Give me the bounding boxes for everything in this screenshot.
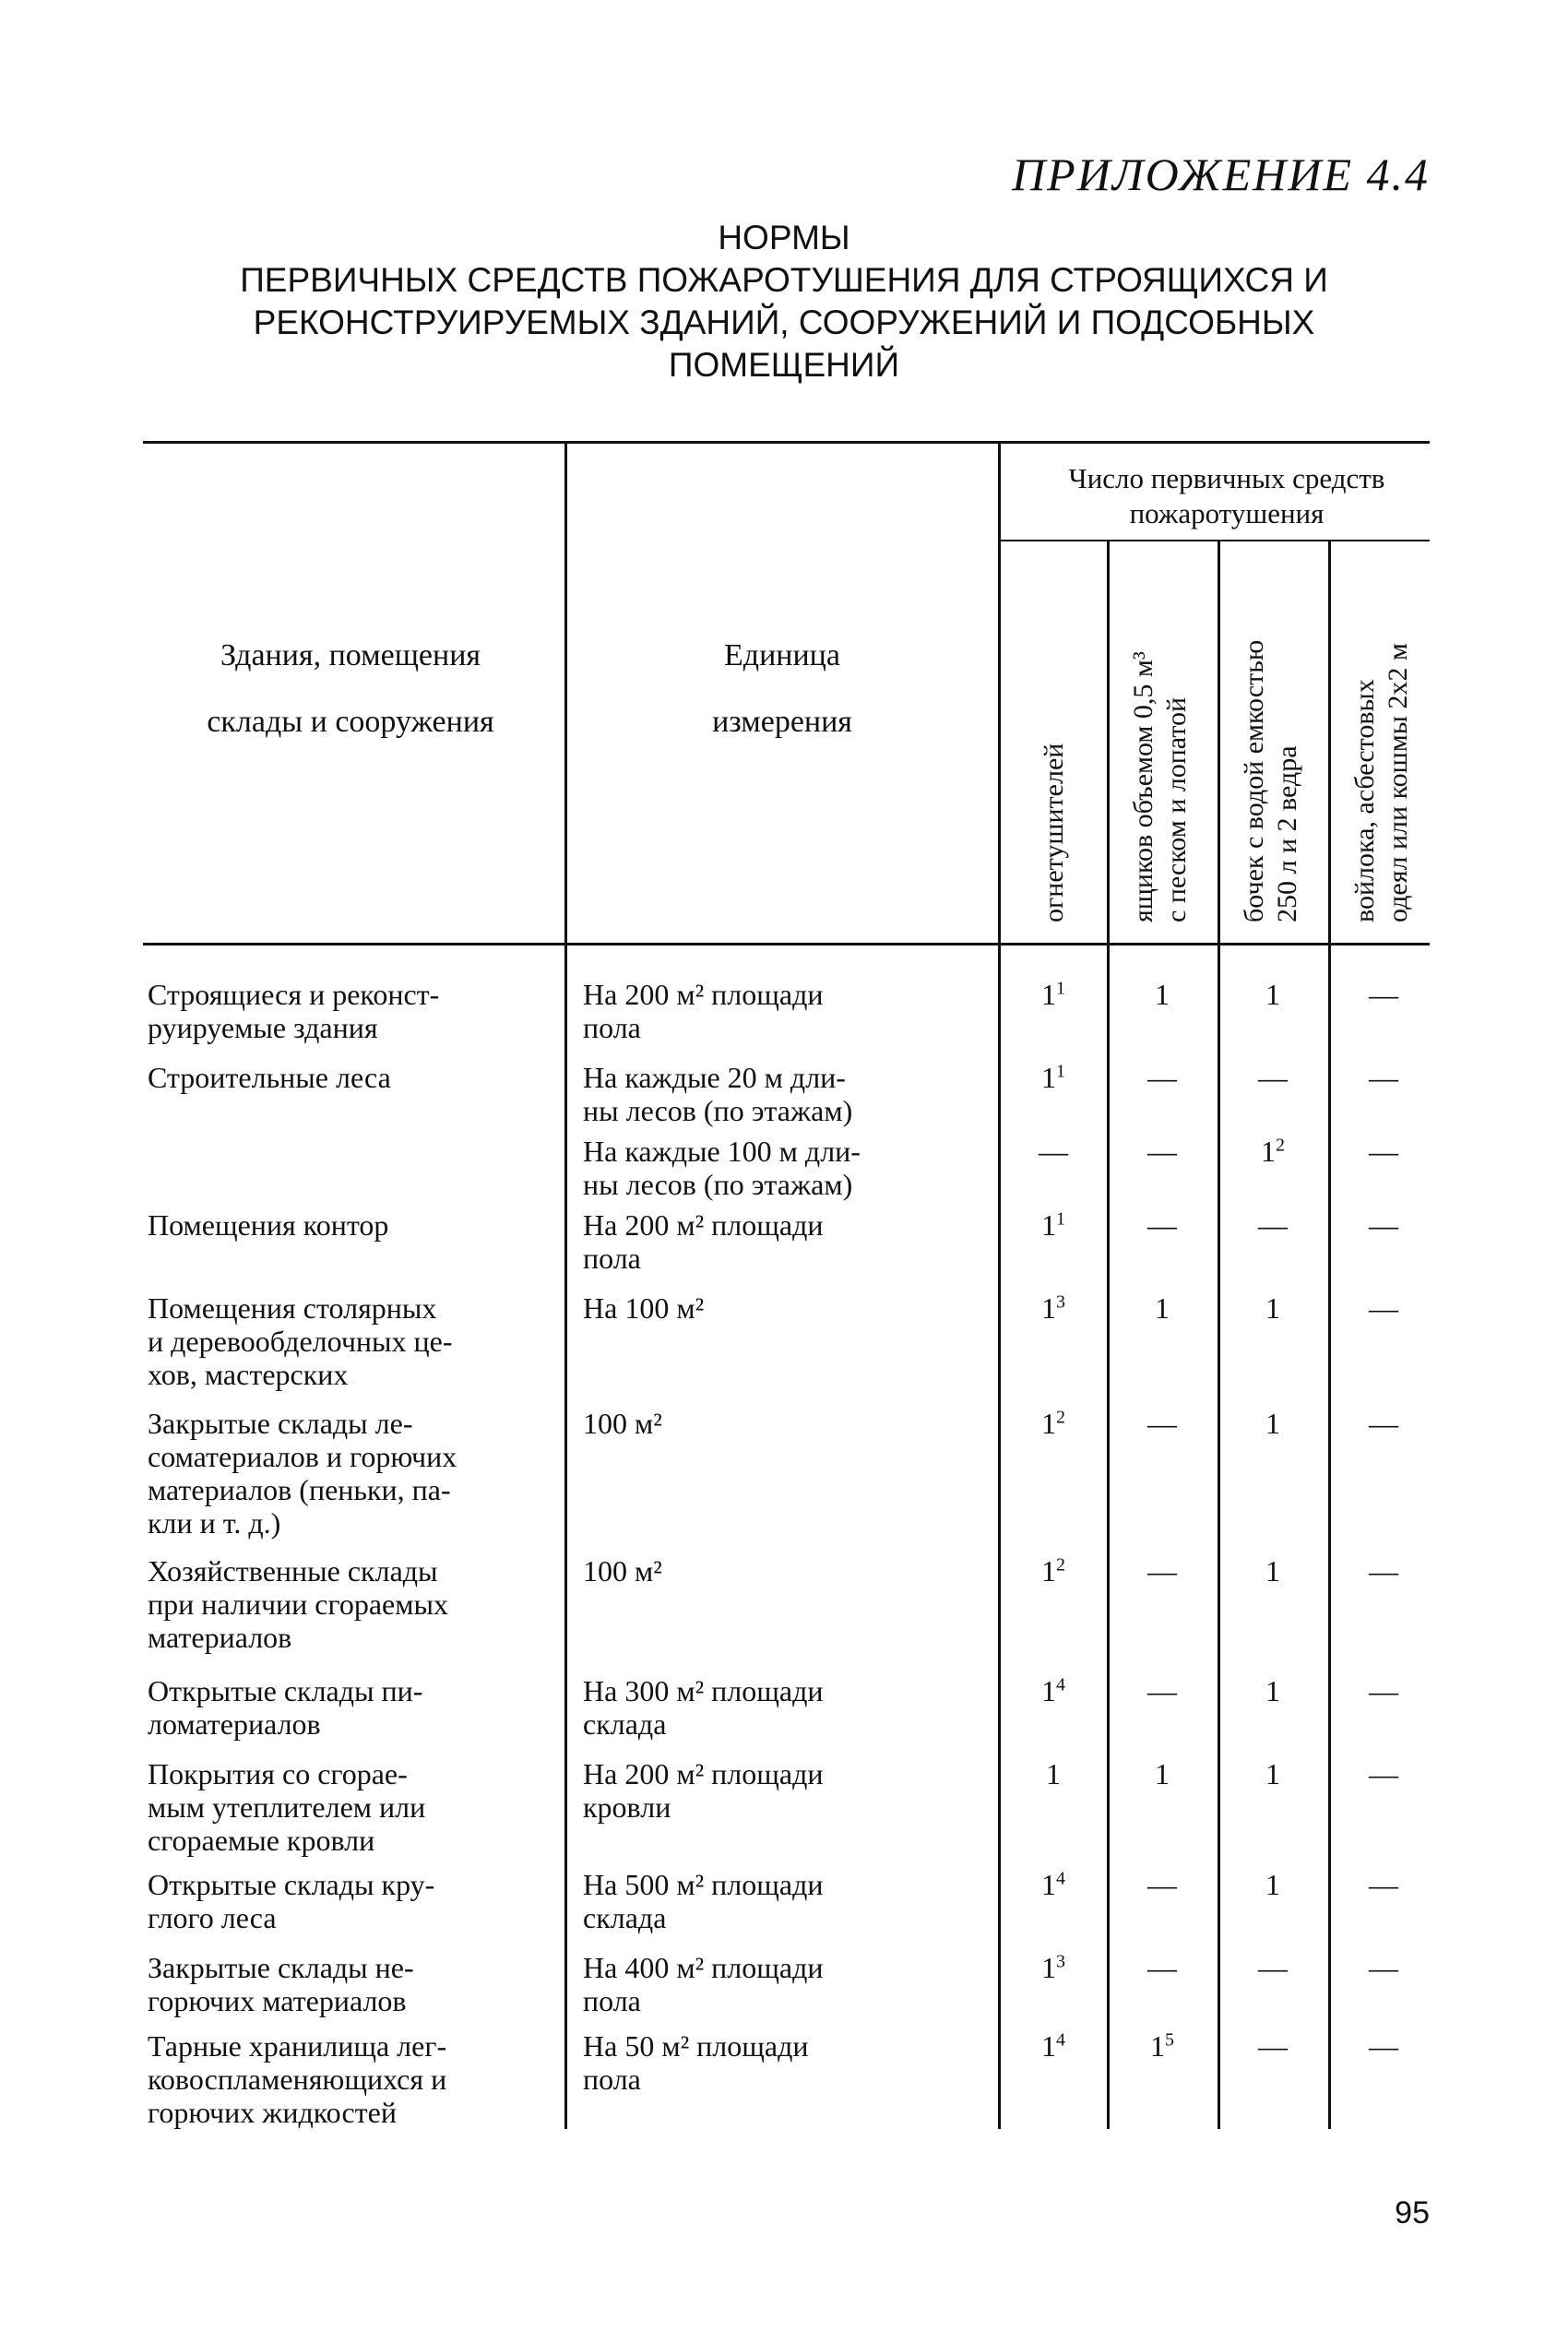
row-name (148, 2029, 535, 2129)
value-text: — (1369, 1291, 1398, 1325)
row-name-line: Тарные хранилища лег- (148, 2029, 447, 2063)
row-unit-line: На каждые 100 м дли- (583, 1135, 861, 1168)
row-value-v2 (1134, 1674, 1190, 1707)
value-text: 1 (1155, 1757, 1170, 1790)
row-unit-line: пола (583, 2063, 641, 2096)
row-unit-line: На 200 м² площади (583, 1757, 824, 1790)
value-text: — (1147, 1674, 1177, 1707)
value-text: — (1369, 1757, 1398, 1790)
value-text: — (1258, 1061, 1288, 1094)
row-value-v4 (1356, 1061, 1411, 1094)
header-line: 250 л и 2 ведра (1272, 745, 1302, 922)
row-value-v2 (1134, 1868, 1190, 1901)
header-line: склады и сооружения (207, 705, 494, 739)
row-unit-line: На 300 м² площади (583, 1674, 824, 1707)
row-value-v3 (1245, 1135, 1301, 1168)
group-header-rule (1001, 540, 1430, 541)
row-unit (583, 1208, 980, 1275)
footnote-ref: 3 (1056, 1291, 1065, 1313)
row-name (148, 1868, 535, 1934)
row-unit-line: 100 м² (583, 1407, 662, 1440)
row-name-line: Закрытые склады ле- (148, 1407, 413, 1440)
value-text: 1 (1265, 1554, 1280, 1588)
row-unit-line: На 50 м² площади (583, 2029, 809, 2063)
row-value-v2 (1134, 1554, 1190, 1588)
row-name-line: материалов (148, 1621, 292, 1654)
row-unit-line: склада (583, 1901, 667, 1934)
row-value-v3 (1245, 1757, 1301, 1790)
row-name (148, 1291, 535, 1391)
title-line: РЕКОНСТРУИРУЕМЫХ ЗДАНИЙ, СООРУЖЕНИЙ И ПОДСОБНЫХ (253, 303, 1315, 341)
row-value-v4 (1356, 978, 1411, 1011)
row-value-v2 (1134, 978, 1190, 1011)
value-text: 1 (1265, 1757, 1280, 1790)
row-unit (583, 1135, 980, 1201)
value-text: — (1039, 1135, 1068, 1168)
header-sand-boxes (1127, 651, 1194, 922)
header-line: одеял или кошмы 2x2 м (1383, 643, 1413, 922)
value-text: — (1147, 1554, 1177, 1588)
row-value-v3 (1245, 978, 1301, 1011)
row-unit-line: пола (583, 1984, 641, 2017)
row-unit (583, 2029, 980, 2096)
row-value-v2 (1134, 1291, 1190, 1325)
row-value-v1 (1026, 1208, 1081, 1242)
header-line: ящиков объемом 0,5 м³ (1128, 651, 1158, 922)
value-text: 1 (1155, 1291, 1170, 1325)
row-unit-line: пола (583, 1242, 641, 1275)
column-divider (1218, 541, 1220, 2129)
row-name-line: соматериалов и горючих (148, 1440, 457, 1473)
row-unit-line: На 200 м² площади (583, 1208, 824, 1242)
row-unit-line: ны лесов (по этажам) (583, 1094, 853, 1127)
footnote-ref: 2 (1276, 1135, 1285, 1156)
value-text: 1 (1041, 2029, 1056, 2063)
column-divider (564, 441, 567, 2129)
row-value-v3 (1245, 1554, 1301, 1588)
row-name-line: при наличии сгораемых (148, 1588, 448, 1621)
row-value-v1 (1026, 1554, 1081, 1588)
value-text: 1 (1150, 2029, 1165, 2063)
row-unit (583, 1061, 980, 1127)
row-name (148, 1061, 535, 1094)
row-value-v1 (1026, 1951, 1081, 1984)
value-text: — (1147, 1951, 1177, 1984)
row-name-line: материалов (пеньки, па- (148, 1473, 451, 1506)
footnote-ref: 4 (1056, 1868, 1065, 1889)
row-name-line: глого леса (148, 1901, 277, 1934)
header-felt-blankets (1348, 643, 1415, 922)
row-name-line: Хозяйственные склады (148, 1554, 438, 1588)
row-name-line: Помещения столярных (148, 1291, 437, 1325)
value-text: 1 (1155, 978, 1170, 1011)
header-line: с песком и лопатой (1161, 696, 1192, 922)
title-line: ПЕРВИЧНЫХ СРЕДСТВ ПОЖАРОТУШЕНИЯ ДЛЯ СТРОЯЩИХСЯ И (240, 261, 1328, 299)
row-unit-line: На 100 м² (583, 1291, 705, 1325)
header-buildings (148, 623, 553, 755)
header-line: огнетушителей (1039, 743, 1069, 922)
value-text: 1 (1041, 1407, 1056, 1440)
row-value-v3 (1245, 1407, 1301, 1440)
row-name-line: ломатериалов (148, 1707, 321, 1741)
row-unit (583, 1554, 980, 1588)
value-text: — (1369, 1674, 1398, 1707)
row-name-line: Открытые склады пи- (148, 1674, 423, 1707)
row-name-line: горючих жидкостей (148, 2096, 397, 2129)
title-line: ПОМЕЩЕНИЙ (668, 346, 900, 384)
row-name-line: Закрытые склады не- (148, 1951, 414, 1984)
row-value-v1 (1026, 1061, 1081, 1094)
row-value-v1 (1026, 2029, 1081, 2063)
header-unit (570, 623, 994, 755)
row-value-v4 (1356, 2029, 1411, 2063)
row-value-v3 (1245, 1061, 1301, 1094)
row-unit-line: пола (583, 1011, 641, 1044)
row-value-v4 (1356, 1407, 1411, 1440)
footnote-ref: 5 (1165, 2029, 1174, 2051)
value-text: — (1369, 1407, 1398, 1440)
row-value-v2 (1134, 1061, 1190, 1094)
row-value-v4 (1356, 1951, 1411, 1984)
value-text: 1 (1041, 1061, 1056, 1094)
row-name (148, 1407, 535, 1540)
row-value-v4 (1356, 1554, 1411, 1588)
row-name-line: хов, мастерских (148, 1358, 349, 1391)
row-value-v3 (1245, 1674, 1301, 1707)
value-text: 1 (1041, 1674, 1056, 1707)
row-unit (583, 1291, 980, 1325)
title-line: НОРМЫ (718, 219, 850, 256)
value-text: — (1369, 1554, 1398, 1588)
row-value-v3 (1245, 1208, 1301, 1242)
row-name (148, 1951, 535, 2017)
row-value-v3 (1245, 1291, 1301, 1325)
header-water-barrels (1238, 640, 1304, 922)
row-name-line: кли и т. д.) (148, 1506, 281, 1540)
value-text: — (1147, 1868, 1177, 1901)
row-unit (583, 1674, 980, 1741)
row-unit-line: ны лесов (по этажам) (583, 1168, 853, 1201)
row-name-line: Помещения контор (148, 1208, 389, 1242)
row-name (148, 1674, 535, 1741)
column-divider (998, 441, 1001, 2129)
row-unit-line: На 500 м² площади (583, 1868, 824, 1901)
row-name (148, 1757, 535, 1857)
column-divider (1328, 541, 1331, 2129)
row-value-v4 (1356, 1208, 1411, 1242)
footnote-ref: 1 (1056, 1061, 1065, 1082)
footnote-ref: 1 (1056, 1208, 1065, 1230)
footnote-ref: 1 (1056, 978, 1065, 999)
header-line: Единица (724, 638, 840, 672)
footnote-ref: 2 (1056, 1407, 1065, 1428)
row-unit-line: 100 м² (583, 1554, 662, 1588)
appendix-label: ПРИЛОЖЕНИЕ 4.4 (1012, 149, 1430, 200)
row-value-v1 (1026, 1407, 1081, 1440)
row-name-line: и деревообделочных це- (148, 1325, 453, 1358)
row-unit (583, 1868, 980, 1934)
value-text: 1 (1265, 1674, 1280, 1707)
row-value-v1 (1026, 1135, 1081, 1168)
value-text: — (1147, 1208, 1177, 1242)
value-text: 1 (1265, 1868, 1280, 1901)
value-text: — (1147, 1407, 1177, 1440)
row-name-line: мым утеплителем или (148, 1790, 426, 1824)
row-value-v1 (1026, 1291, 1081, 1325)
value-text: — (1369, 978, 1398, 1011)
row-value-v2 (1134, 1208, 1190, 1242)
row-unit (583, 1757, 980, 1824)
footnote-ref: 4 (1056, 1674, 1065, 1695)
value-text: — (1369, 1061, 1398, 1094)
value-text: — (1258, 1208, 1288, 1242)
value-text: 1 (1041, 1291, 1056, 1325)
page-number: 95 (1395, 2195, 1430, 2230)
value-text: — (1369, 2029, 1398, 2063)
row-name-line: сгораемые кровли (148, 1824, 375, 1857)
value-text: — (1369, 1135, 1398, 1168)
row-name-line: горючих материалов (148, 1984, 407, 2017)
row-value-v4 (1356, 1674, 1411, 1707)
document-title (148, 217, 1420, 387)
value-text: 1 (1041, 1554, 1056, 1588)
row-name-line: Открытые склады кру- (148, 1868, 435, 1901)
row-name-line: Строительные леса (148, 1061, 391, 1094)
row-name (148, 978, 535, 1044)
header-line: войлока, асбестовых (1349, 679, 1380, 922)
row-name-line: Покрытия со сгорае- (148, 1757, 408, 1790)
value-text: 1 (1041, 978, 1056, 1011)
row-name (148, 1208, 535, 1242)
header-line: измерения (712, 705, 852, 739)
value-text: — (1369, 1208, 1398, 1242)
row-unit (583, 978, 980, 1044)
value-text: — (1369, 1868, 1398, 1901)
header-line: Число первичных средств (1068, 462, 1385, 494)
row-value-v4 (1356, 1135, 1411, 1168)
header-extinguishers (1038, 743, 1071, 922)
footnote-ref: 3 (1056, 1951, 1065, 1972)
row-value-v2 (1134, 2029, 1190, 2063)
row-value-v2 (1134, 1951, 1190, 1984)
row-value-v3 (1245, 1951, 1301, 1984)
row-name-line: руируемые здания (148, 1011, 378, 1044)
header-line: бочек с водой емкостью (1239, 639, 1269, 922)
row-unit-line: На 400 м² площади (583, 1951, 824, 1984)
footnote-ref: 2 (1056, 1554, 1065, 1576)
column-divider (1107, 541, 1110, 2129)
row-value-v4 (1356, 1868, 1411, 1901)
row-value-v1 (1026, 978, 1081, 1011)
row-unit-line: На 200 м² площади (583, 978, 824, 1011)
row-value-v4 (1356, 1757, 1411, 1790)
header-line: пожаротушения (1129, 497, 1324, 529)
row-name-line: ковоспламеняющихся и (148, 2063, 447, 2096)
row-unit-line: склада (583, 1707, 667, 1741)
value-text: 1 (1046, 1757, 1061, 1790)
row-name-line: Строящиеся и реконст- (148, 978, 440, 1011)
row-value-v2 (1134, 1407, 1190, 1440)
value-text: 1 (1265, 1407, 1280, 1440)
header-group (1005, 461, 1448, 531)
row-value-v2 (1134, 1135, 1190, 1168)
row-value-v3 (1245, 1868, 1301, 1901)
row-value-v4 (1356, 1291, 1411, 1325)
header-bottom-rule (143, 943, 1430, 945)
value-text: — (1258, 2029, 1288, 2063)
footnote-ref: 4 (1056, 2029, 1065, 2051)
value-text: 1 (1261, 1135, 1276, 1168)
row-value-v2 (1134, 1757, 1190, 1790)
row-unit (583, 1407, 980, 1440)
value-text: 1 (1265, 978, 1280, 1011)
value-text: — (1147, 1135, 1177, 1168)
value-text: 1 (1265, 1291, 1280, 1325)
row-unit-line: На каждые 20 м дли- (583, 1061, 846, 1094)
row-value-v1 (1026, 1868, 1081, 1901)
value-text: 1 (1041, 1868, 1056, 1901)
row-value-v3 (1245, 2029, 1301, 2063)
row-value-v1 (1026, 1757, 1081, 1790)
row-unit-line: кровли (583, 1790, 671, 1824)
header-line: Здания, помещения (220, 638, 481, 672)
value-text: — (1258, 1951, 1288, 1984)
value-text: 1 (1041, 1951, 1056, 1984)
value-text: — (1369, 1951, 1398, 1984)
row-value-v1 (1026, 1674, 1081, 1707)
row-unit (583, 1951, 980, 2017)
table-top-rule (143, 441, 1430, 444)
row-name (148, 1554, 535, 1654)
value-text: — (1147, 1061, 1177, 1094)
value-text: 1 (1041, 1208, 1056, 1242)
